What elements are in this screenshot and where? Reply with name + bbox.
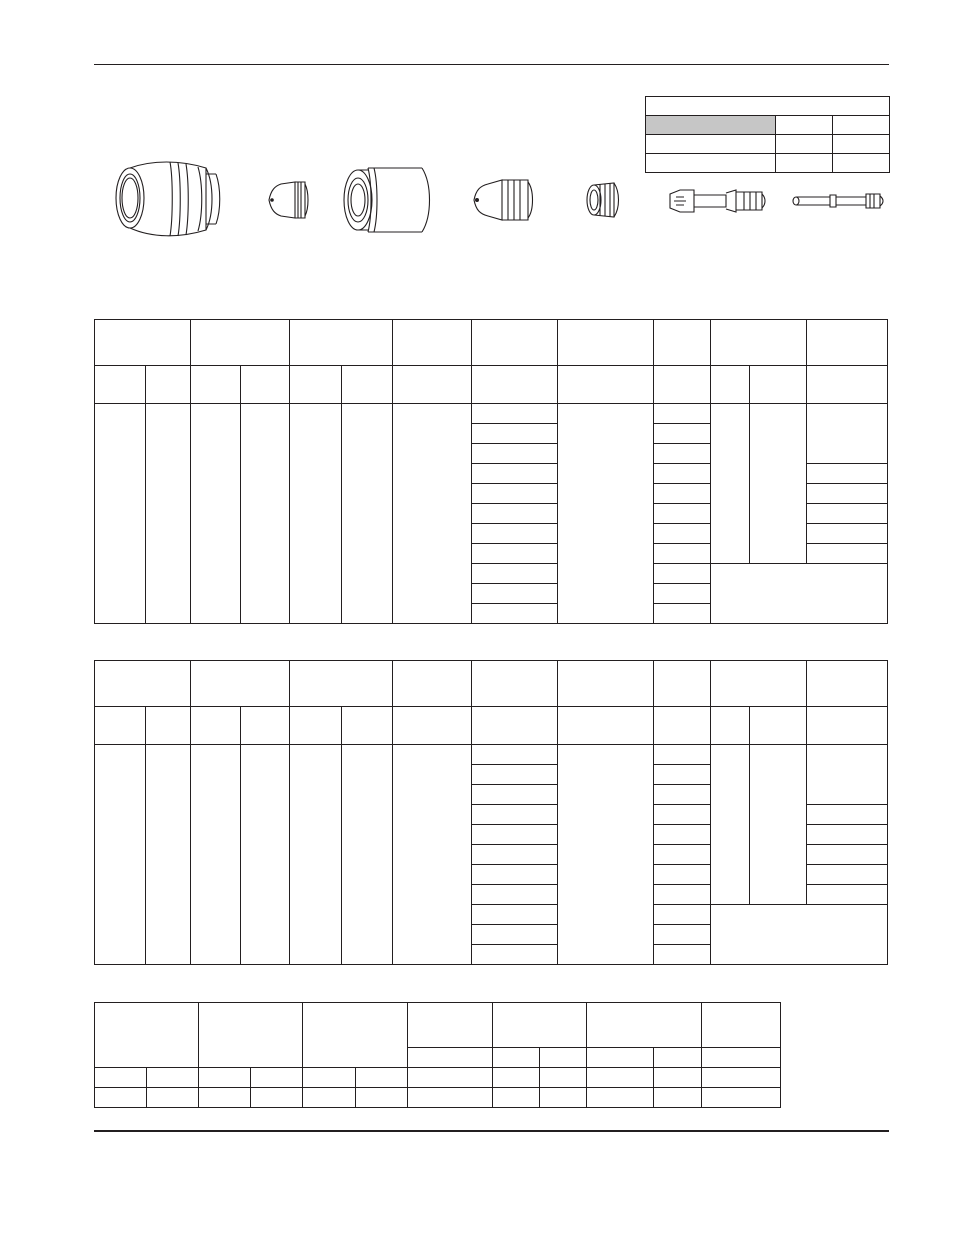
subheader-cell	[558, 707, 654, 745]
header-cell	[654, 320, 711, 366]
subheader-cell	[241, 366, 290, 404]
header-cell	[95, 1003, 199, 1068]
table-cell	[807, 805, 888, 825]
merged-cell	[711, 745, 750, 905]
subheader-cell	[807, 366, 888, 404]
header-cell	[558, 661, 654, 707]
subheader-cell	[146, 366, 191, 404]
header-rule	[94, 64, 889, 65]
header-cell	[558, 320, 654, 366]
table-cell	[95, 1088, 147, 1108]
table-cell	[472, 925, 558, 945]
subheader-cell	[654, 1048, 702, 1068]
table-cell	[654, 765, 711, 785]
cut-chart-table-2	[94, 660, 888, 965]
table-cell	[303, 1088, 356, 1108]
header-cell	[191, 320, 290, 366]
table-cell	[654, 1088, 702, 1108]
header-cell	[408, 1003, 493, 1048]
table-cell	[472, 564, 558, 584]
subheader-cell	[393, 707, 472, 745]
header-cell	[393, 661, 472, 707]
subheader-cell	[711, 707, 750, 745]
table-cell	[807, 865, 888, 885]
subheader-cell	[654, 707, 711, 745]
table-cell	[472, 805, 558, 825]
table-cell	[472, 604, 558, 624]
subheader-cell	[711, 366, 750, 404]
merged-cell	[95, 745, 146, 965]
merged-cell	[807, 745, 888, 805]
table-cell	[654, 404, 711, 424]
table-cell	[356, 1068, 408, 1088]
small-nozzle-icon	[265, 178, 313, 222]
subheader-cell	[191, 366, 241, 404]
table-cell	[654, 524, 711, 544]
merged-cell	[290, 404, 342, 624]
table-cell	[654, 925, 711, 945]
merged-cell	[558, 745, 654, 965]
table-cell	[654, 544, 711, 564]
table-cell	[654, 584, 711, 604]
table-cell	[654, 905, 711, 925]
table-cell	[654, 885, 711, 905]
merged-cell	[711, 564, 888, 624]
merged-cell	[750, 404, 807, 564]
table-cell	[654, 484, 711, 504]
table-cell	[472, 885, 558, 905]
table-cell	[199, 1088, 251, 1108]
merged-cell	[558, 404, 654, 624]
header-cell	[199, 1003, 303, 1068]
table-cell	[654, 845, 711, 865]
merged-cell	[393, 745, 472, 965]
subheader-cell	[146, 707, 191, 745]
table-cell	[472, 745, 558, 765]
table-cell	[472, 765, 558, 785]
table-cell	[654, 604, 711, 624]
table-cell	[251, 1088, 303, 1108]
table-cell	[807, 524, 888, 544]
table-cell	[147, 1068, 199, 1088]
subheader-cell	[191, 707, 241, 745]
table-cell	[472, 524, 558, 544]
subheader-cell	[807, 707, 888, 745]
subheader-cell	[342, 366, 393, 404]
table-cell	[654, 785, 711, 805]
merged-cell	[191, 404, 241, 624]
subheader-cell	[95, 366, 146, 404]
header-cell	[472, 320, 558, 366]
spec-header-cell	[833, 116, 890, 135]
table-cell	[654, 444, 711, 464]
table-cell	[356, 1088, 408, 1108]
header-cell	[95, 320, 191, 366]
table-cell	[654, 504, 711, 524]
header-cell	[711, 320, 807, 366]
subheader-cell	[558, 366, 654, 404]
merged-cell	[146, 404, 191, 624]
merged-cell	[393, 404, 472, 624]
table-cell	[654, 745, 711, 765]
merged-cell	[807, 404, 888, 464]
table-cell	[587, 1068, 654, 1088]
subheader-cell	[654, 366, 711, 404]
subheader-cell	[493, 1048, 540, 1068]
subheader-cell	[342, 707, 393, 745]
merged-cell	[342, 404, 393, 624]
table-cell	[408, 1068, 493, 1088]
nozzle-icon	[468, 176, 538, 224]
header-cell	[472, 661, 558, 707]
merged-cell	[750, 745, 807, 905]
swirl-ring-icon	[584, 180, 624, 220]
subheader-cell	[290, 707, 342, 745]
table-cell	[654, 865, 711, 885]
header-cell	[702, 1003, 781, 1048]
subheader-cell	[587, 1048, 654, 1068]
table-cell	[807, 504, 888, 524]
table-cell	[408, 1088, 493, 1108]
merged-cell	[342, 745, 393, 965]
shield-icon	[108, 158, 228, 242]
table-cell	[95, 1068, 147, 1088]
table-cell	[493, 1088, 540, 1108]
electrode-icon	[666, 184, 776, 218]
header-cell	[587, 1003, 702, 1048]
header-cell	[290, 320, 393, 366]
table-cell	[807, 484, 888, 504]
table-cell	[472, 404, 558, 424]
parts-illustration	[100, 150, 900, 250]
table-cell	[702, 1088, 781, 1108]
merged-cell	[191, 745, 241, 965]
table-cell	[540, 1088, 587, 1108]
table-cell	[199, 1068, 251, 1088]
subheader-cell	[95, 707, 146, 745]
table-cell	[472, 785, 558, 805]
table-cell	[654, 424, 711, 444]
subheader-cell	[472, 707, 558, 745]
merged-cell	[241, 404, 290, 624]
merged-cell	[241, 745, 290, 965]
table-cell	[472, 865, 558, 885]
table-cell	[807, 885, 888, 905]
subheader-cell	[540, 1048, 587, 1068]
table-cell	[807, 544, 888, 564]
table-cell	[472, 825, 558, 845]
table-cell	[807, 825, 888, 845]
table-cell	[587, 1088, 654, 1108]
table-cell	[472, 945, 558, 965]
subheader-cell	[290, 366, 342, 404]
table-cell	[472, 544, 558, 564]
header-cell	[303, 1003, 408, 1068]
table-cell	[303, 1068, 356, 1088]
header-cell	[654, 661, 711, 707]
marking-table	[94, 1002, 781, 1108]
table-cell	[472, 905, 558, 925]
table-cell	[540, 1068, 587, 1088]
cut-chart-table-1	[94, 319, 888, 624]
header-cell	[807, 320, 888, 366]
retaining-cap-icon	[340, 164, 436, 236]
table-cell	[654, 464, 711, 484]
table-cell	[472, 584, 558, 604]
header-cell	[807, 661, 888, 707]
subheader-cell	[408, 1048, 493, 1068]
merged-cell	[146, 745, 191, 965]
table-cell	[472, 484, 558, 504]
table-cell	[807, 845, 888, 865]
table-cell	[147, 1088, 199, 1108]
table-cell	[654, 805, 711, 825]
table-cell	[807, 464, 888, 484]
table-cell	[472, 504, 558, 524]
header-cell	[393, 320, 472, 366]
table-cell	[472, 464, 558, 484]
header-cell	[290, 661, 393, 707]
subheader-cell	[702, 1048, 781, 1068]
table-cell	[472, 424, 558, 444]
table-cell	[472, 845, 558, 865]
water-tube-icon	[790, 190, 890, 212]
subheader-cell	[393, 366, 472, 404]
footer-rule	[94, 1130, 889, 1132]
subheader-cell	[241, 707, 290, 745]
merged-cell	[711, 905, 888, 965]
spec-title-cell	[646, 97, 890, 116]
subheader-cell	[750, 366, 807, 404]
merged-cell	[290, 745, 342, 965]
table-cell	[702, 1068, 781, 1088]
table-cell	[654, 945, 711, 965]
table-cell	[654, 564, 711, 584]
table-cell	[472, 444, 558, 464]
header-cell	[711, 661, 807, 707]
spec-header-cell	[646, 116, 776, 135]
merged-cell	[95, 404, 146, 624]
table-cell	[654, 1068, 702, 1088]
table-cell	[251, 1068, 303, 1088]
table-cell	[654, 825, 711, 845]
spec-header-cell	[776, 116, 833, 135]
table-cell	[493, 1068, 540, 1088]
header-cell	[191, 661, 290, 707]
header-cell	[95, 661, 191, 707]
subheader-cell	[750, 707, 807, 745]
subheader-cell	[472, 366, 558, 404]
merged-cell	[711, 404, 750, 564]
header-cell	[493, 1003, 587, 1048]
